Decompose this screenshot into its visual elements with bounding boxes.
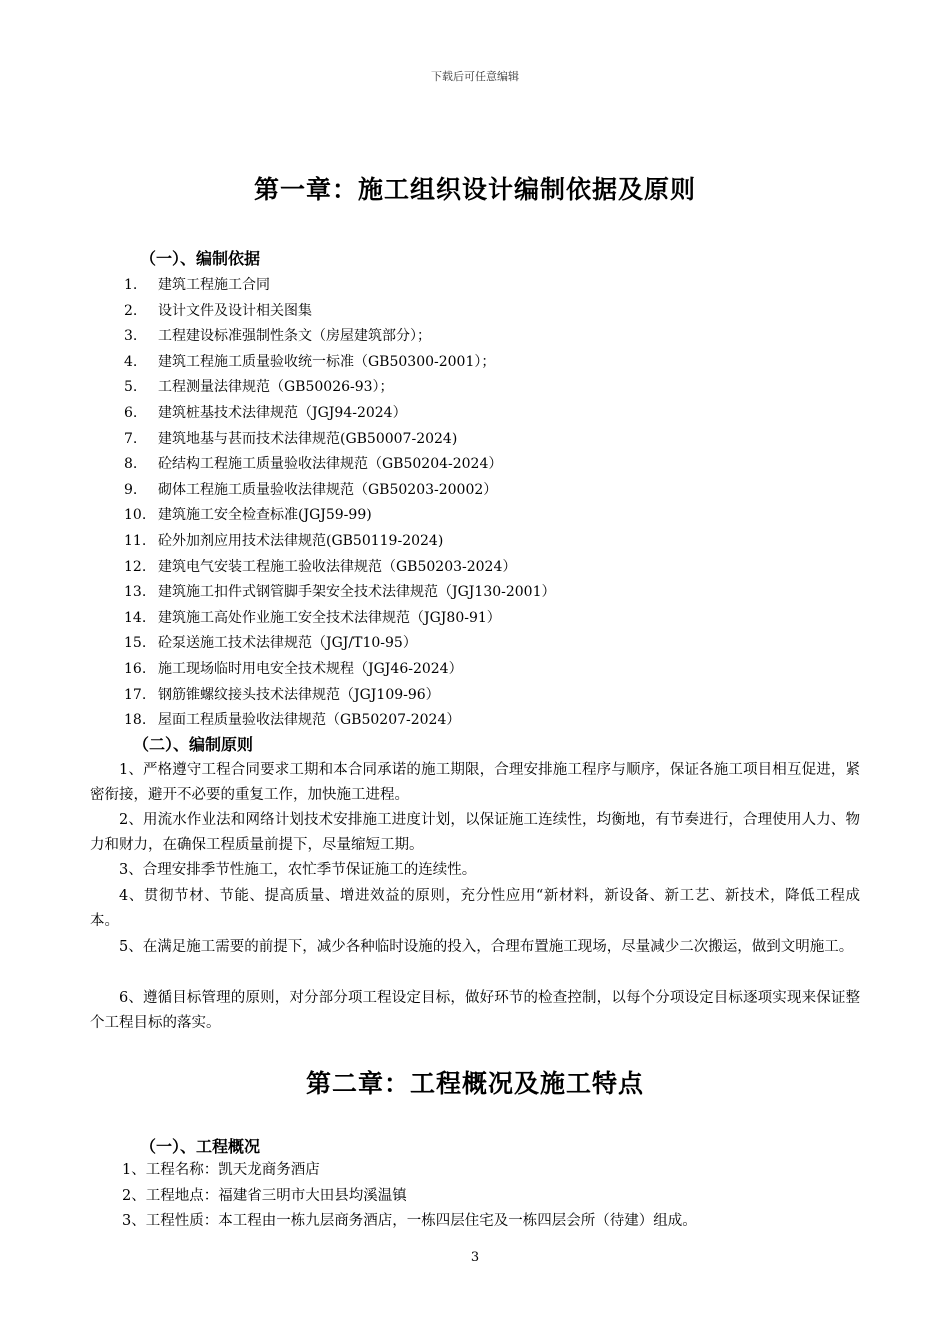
- basis-list-item: [124, 555, 556, 581]
- list-text: 砼泵送施工技术法律规范（JGJ/T10-95）: [158, 635, 417, 652]
- list-number: 18.: [124, 712, 147, 729]
- basis-list-item: [124, 427, 556, 453]
- basis-list-item: [124, 708, 556, 734]
- basis-list-item: [124, 606, 556, 632]
- list-text: 屋面工程质量验收法律规范（GB50207-2024）: [158, 712, 461, 729]
- list-text: 施工现场临时用电安全技术规程（JGJ46-2024）: [158, 660, 463, 677]
- list-text: 设计文件及设计相关图集: [158, 302, 312, 319]
- list-text: 砌体工程施工质量验收法律规范（GB50203-20002）: [158, 481, 498, 498]
- list-text: 建筑施工扣件式钢管脚手架安全技术法律规范（JGJ130-2001）: [158, 584, 556, 601]
- overview-item: 2、工程地点：福建省三明市大田县均溪温镇: [122, 1188, 407, 1204]
- list-number: 14.: [124, 609, 147, 626]
- list-text: 钢筋锥螺纹接头技术法律规范（JGJ109-96）: [158, 686, 440, 703]
- list-number: 15.: [124, 635, 147, 652]
- basis-list-item: [124, 631, 556, 657]
- principle-paragraph: 5、在满足施工需要的前提下，减少各种临时设施的投入，合理布置施工现场，尽量减少二次搬运，做到文明施工。: [119, 939, 854, 955]
- basis-list-item: [124, 683, 556, 709]
- list-text: 砼外加剂应用技术法律规范(GB50119-2024): [158, 532, 444, 549]
- list-number: 13.: [124, 584, 147, 601]
- list-number: 6.: [124, 404, 138, 421]
- list-number: 10.: [124, 507, 147, 524]
- list-number: 12.: [124, 558, 147, 575]
- list-text: 建筑施工高处作业施工安全技术法律规范（JGJ80-91）: [158, 609, 501, 626]
- basis-heading: （一）、编制依据: [140, 249, 261, 268]
- chapter-1-title: 第一章：施工组织设计编制依据及原则: [253, 175, 696, 204]
- basis-list-item: [124, 375, 556, 401]
- list-text: 建筑桩基技术法律规范（JGJ94-2024）: [158, 404, 407, 421]
- list-number: 9.: [124, 481, 138, 498]
- basis-list-item: [124, 580, 556, 606]
- list-number: 11.: [124, 532, 147, 549]
- list-number: 7.: [124, 430, 138, 447]
- overview-item: 1、工程名称：凯天龙商务酒店: [122, 1162, 320, 1178]
- basis-list-item: [124, 503, 556, 529]
- page-number: 3: [470, 1250, 480, 1265]
- basis-list-item: [124, 657, 556, 683]
- principle-paragraph: 4、贯彻节材、节能、提高质量、增进效益的原则，充分性应用“新材料，新设备、新工艺、新技术，降低工程成本。: [90, 888, 860, 929]
- list-number: 5.: [124, 379, 138, 396]
- list-number: 17.: [124, 686, 147, 703]
- basis-list-item: [124, 401, 556, 427]
- basis-list-item: [124, 324, 556, 350]
- overview-heading: （一）、工程概况: [140, 1137, 261, 1156]
- basis-list-item: [124, 273, 556, 299]
- overview-item: 3、工程性质：本工程由一栋九层商务酒店，一栋四层住宅及一栋四层会所（待建）组成。: [122, 1213, 697, 1229]
- principle-paragraph: 2、用流水作业法和网络计划技术安排施工进度计划，以保证施工连续性，均衡地，有节奏进行，合理使用人力、物力和财力，在确保工程质量前提下，尽量缩短工期。: [90, 812, 860, 853]
- header-note: 下载后可任意编辑: [431, 70, 519, 83]
- list-text: 工程建设标准强制性条文（房屋建筑部分）；: [158, 328, 431, 345]
- basis-list: [124, 273, 556, 734]
- basis-list-item: [124, 478, 556, 504]
- principle-paragraph: 6、遵循目标管理的原则，对分部分项工程设定目标，做好环节的检查控制，以每个分项设定目标逐项实现来保证整个工程目标的落实。: [90, 990, 860, 1031]
- basis-list-item: [124, 529, 556, 555]
- list-number: 2.: [124, 302, 138, 319]
- list-text: 建筑工程施工合同: [158, 277, 270, 293]
- list-text: 建筑地基与甚而技术法律规范(GB50007-2024): [158, 430, 458, 447]
- basis-list-item: [124, 350, 556, 376]
- list-number: 8.: [124, 456, 138, 473]
- principle-paragraph: 3、合理安排季节性施工，农忙季节保证施工的连续性。: [119, 862, 477, 878]
- chapter-2-title: 第二章：工程概况及施工特点: [305, 1069, 644, 1098]
- principles-heading: （二）、编制原则: [133, 735, 254, 754]
- list-text: 建筑施工安全检查标准(JGJ59-99): [158, 507, 372, 524]
- list-number: 1.: [124, 277, 138, 293]
- list-number: 16.: [124, 660, 147, 677]
- list-number: 3.: [124, 328, 138, 345]
- list-number: 4.: [124, 353, 138, 370]
- list-text: 建筑工程施工质量验收统一标准（GB50300-2001）；: [158, 353, 496, 370]
- list-text: 砼结构工程施工质量验收法律规范（GB50204-2024）: [158, 456, 503, 473]
- basis-list-item: [124, 452, 556, 478]
- principle-paragraph: 1、严格遵守工程合同要求工期和本合同承诺的施工期限，合理安排施工程序与顺序，保证各施工项目相互促进，紧密衔接，避开不必要的重复工作，加快施工进程。: [90, 762, 860, 803]
- basis-list-item: [124, 299, 556, 325]
- list-text: 建筑电气安装工程施工验收法律规范（GB50203-2024）: [158, 558, 517, 575]
- list-text: 工程测量法律规范（GB50026-93）；: [158, 379, 394, 396]
